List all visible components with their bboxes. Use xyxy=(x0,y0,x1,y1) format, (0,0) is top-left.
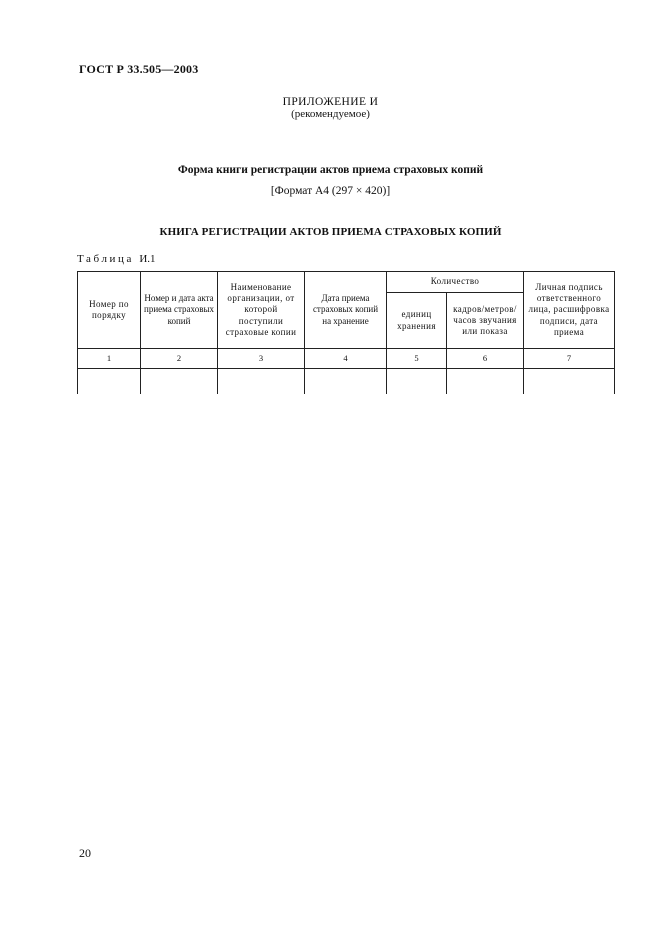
empty-cell xyxy=(387,369,447,395)
column-number-cell: 1 xyxy=(78,349,141,369)
empty-cell xyxy=(447,369,524,395)
column-number-cell: 4 xyxy=(305,349,387,369)
header-acceptance-date: Дата приема страховых копий на хранение xyxy=(305,272,387,349)
table-caption-number: И.1 xyxy=(139,253,156,265)
table-caption xyxy=(77,253,156,265)
column-number-cell: 3 xyxy=(218,349,305,369)
document-standard-header: ГОСТ Р 33.505—2003 xyxy=(79,62,199,76)
column-number-cell: 2 xyxy=(141,349,218,369)
header-order-number: Номер по порядку xyxy=(78,272,141,349)
appendix-title: ПРИЛОЖЕНИЕ И xyxy=(282,96,379,108)
form-format: [Формат А4 (297 × 420)] xyxy=(270,185,391,197)
form-title: Форма книги регистрации актов приема страховых копий xyxy=(177,164,484,176)
column-number-cell: 5 xyxy=(387,349,447,369)
column-number-cell: 6 xyxy=(447,349,524,369)
empty-cell xyxy=(524,369,615,395)
table-caption-label: Таблица xyxy=(77,253,134,265)
table-empty-row xyxy=(78,369,615,395)
registration-table xyxy=(77,271,615,394)
header-act-number-date: Номер и дата акта приема страховых копий xyxy=(141,272,218,349)
header-frames-meters-hours: кадров/метров/ часов звучания или показа xyxy=(447,293,524,349)
header-organization-name: Наименование организации, от которой поступили страховые копии xyxy=(218,272,305,349)
empty-cell xyxy=(305,369,387,395)
empty-cell xyxy=(78,369,141,395)
empty-cell xyxy=(141,369,218,395)
appendix-subtitle: (рекомендуемое) xyxy=(291,108,370,120)
book-title: КНИГА РЕГИСТРАЦИИ АКТОВ ПРИЕМА СТРАХОВЫХ КОПИЙ xyxy=(159,226,502,238)
column-number-cell: 7 xyxy=(524,349,615,369)
header-storage-units: единиц хранения xyxy=(387,293,447,349)
table-header-row xyxy=(78,272,615,293)
empty-cell xyxy=(218,369,305,395)
page-number: 20 xyxy=(79,846,91,860)
column-number-row xyxy=(78,349,615,369)
header-signature: Личная подпись ответственного лица, расшифровка подписи, дата приема xyxy=(524,272,615,349)
header-quantity: Количество xyxy=(387,272,524,293)
